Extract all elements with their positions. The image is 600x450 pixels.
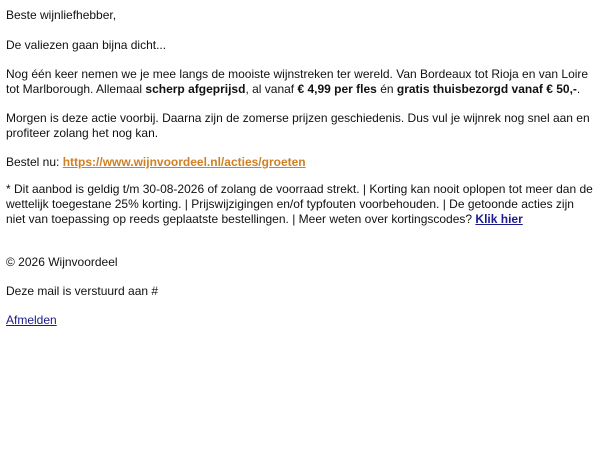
copyright: © 2026 Wijnvoordeel	[6, 255, 118, 269]
order-label: Bestel nu:	[6, 155, 63, 169]
offer-highlight-discount: scherp afgeprijsd	[145, 82, 246, 96]
offer-text-2: , al vanaf	[245, 82, 298, 96]
order-link[interactable]: https://www.wijnvoordeel.nl/acties/groeten	[62, 155, 306, 169]
sent-to-notice: Deze mail is verstuurd aan #	[6, 284, 159, 298]
offer-text-3: én	[376, 82, 397, 96]
offer-text-1: Nog één keer nemen we je mee langs de mooiste wijnstreken ter wereld. Van Bordeaux tot Rioja en van Loire tot Marlborough. Allemaal	[6, 67, 589, 96]
order-line	[6, 155, 594, 170]
intro-text: De valiezen gaan bijna dicht...	[6, 38, 167, 52]
offer-paragraph	[6, 67, 594, 97]
urgency-paragraph: Morgen is deze actie voorbij. Daarna zijn de zomerse prijzen geschiedenis. Dus vul je wijnrek nog snel aan en profiteer zolang het nog kan.	[6, 111, 590, 140]
disclaimer	[6, 182, 594, 227]
disclaimer-text: * Dit aanbod is geldig t/m 30-08-2026 of zolang de voorraad strekt. | Korting kan nooit oplopen tot meer dan de wettelijk toegestane 25% korting. | Prijswijzigingen en/of typfouten voorbehouden. | De getoonde acties zijn niet van toepassing op reeds geplaatste bestellingen. | Meer weten over kortingscodes?	[6, 182, 593, 226]
offer-highlight-shipping: gratis thuisbezorgd vanaf € 50,-	[396, 82, 577, 96]
unsubscribe-line	[6, 313, 594, 328]
discount-codes-link[interactable]: Klik hier	[475, 212, 523, 226]
offer-highlight-price: € 4,99 per fles	[297, 82, 377, 96]
unsubscribe-link[interactable]: Afmelden	[6, 313, 57, 327]
greeting: Beste wijnliefhebber,	[6, 8, 117, 22]
offer-text-4: .	[576, 82, 581, 96]
